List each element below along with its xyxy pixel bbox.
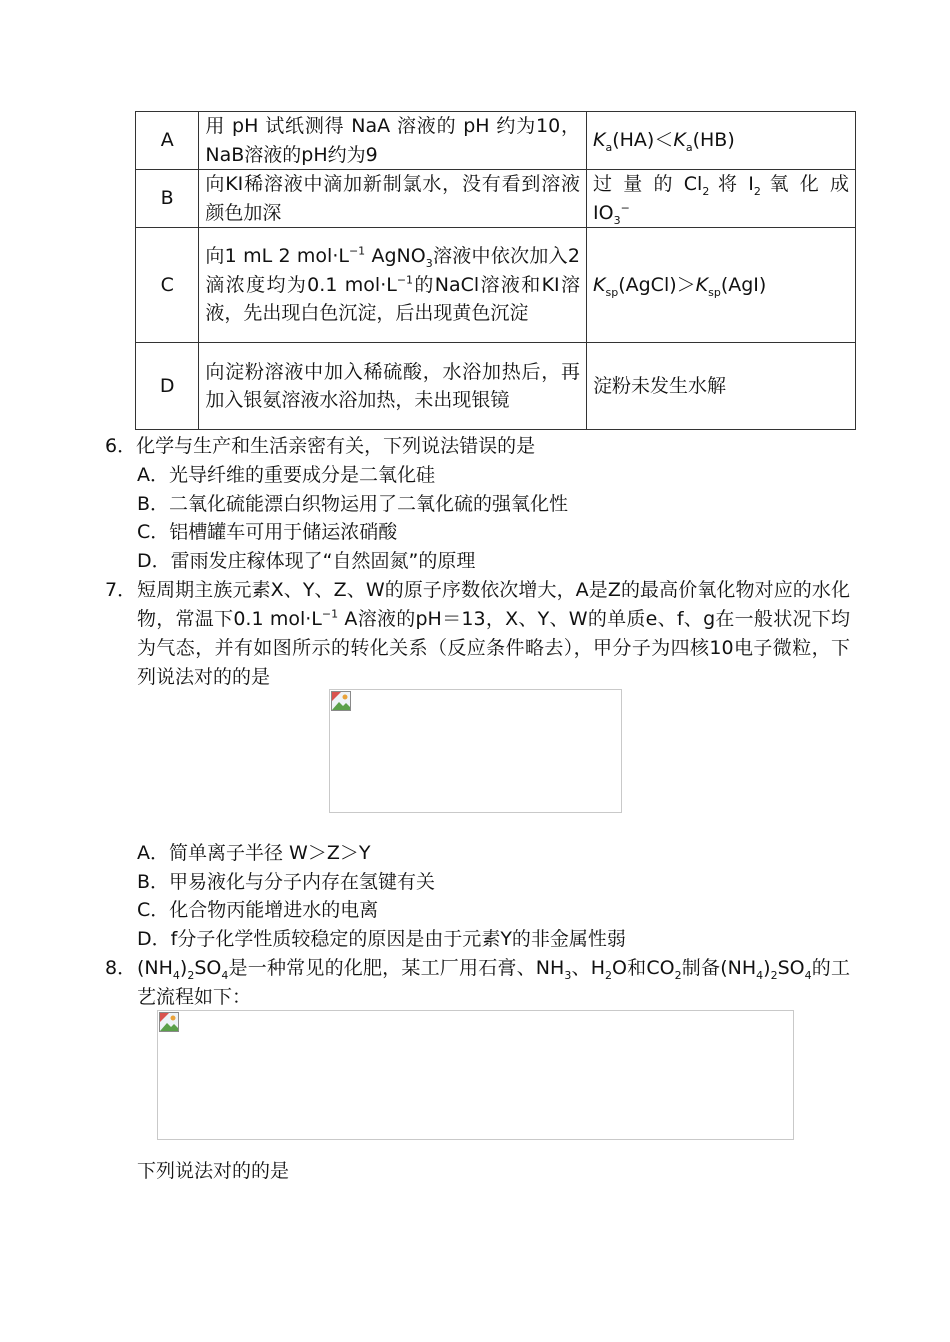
operation-cell: 向1 mL 2 $mol\cdot L^{-1}$ AgNO$_3$溶液中依次加入2滴浓度均为0.1 $mol\cdot L^{-1}$的NaCl溶液和KI溶液，先出现白色沉淀，后出现黄色沉淀 (199, 228, 587, 343)
option-label: B (136, 170, 199, 228)
conclusion-cell: 淀粉未发生水解 (587, 343, 856, 430)
figure-transformation-diagram (329, 689, 622, 813)
q8-followup: 下列说法对的的是 (137, 1160, 290, 1182)
table-row (136, 112, 856, 170)
broken-image-icon (159, 1012, 179, 1032)
question-6-stem (105, 432, 535, 461)
figure-process-flow (157, 1010, 794, 1140)
operation-cell: 向淀粉溶液中加入稀硫酸，水浴加热后，再加入银氨溶液水浴加热，未出现银镜 (199, 343, 587, 430)
question-text: 化学与生产和生活亲密有关，下列说法错误的是 (136, 435, 536, 457)
operation-cell: 向KI稀溶液中滴加新制氯水，没有看到溶液颜色加深 (199, 170, 587, 228)
q7-choice-d: D．f分子化学性质较稳定的原因是由于元素Y的非金属性弱 (137, 928, 626, 950)
conclusion-cell (587, 112, 856, 170)
option-label: A (136, 112, 199, 170)
question-7-stem (105, 576, 850, 692)
broken-image-icon (331, 691, 351, 711)
question-8-stem (105, 954, 850, 1012)
question-number: 8． (105, 957, 137, 979)
table-row (136, 343, 856, 430)
question-number: 7． (105, 579, 137, 601)
table-row (136, 170, 856, 228)
experiment-table (135, 111, 856, 430)
q7-choice-b: B．甲易液化与分子内存在氢键有关 (137, 871, 436, 893)
q7-choice-c: C．化合物丙能增进水的电离 (137, 899, 379, 921)
q6-choice-d: D．雷雨发庄稼体现了“自然固氮”的原理 (137, 550, 476, 572)
question-text: $(NH_4)_2SO_4$是一种常见的化肥，某工厂用石膏、$NH_3$、$H_2O$和$CO_2$制备$(NH_4)_2SO_4$的工艺流程如下： (137, 957, 850, 1008)
table-row (136, 228, 856, 343)
q6-choice-b: B．二氧化硫能漂白织物运用了二氧化硫的强氧化性 (137, 493, 569, 515)
option-label: D (136, 343, 199, 430)
q6-choice-c: C．铝槽罐车可用于储运浓硝酸 (137, 521, 398, 543)
conclusion-text: $K_a(HA)<K_a(HB)$ (593, 129, 735, 155)
operation-cell: 用 pH 试纸测得 NaA 溶液的 pH 约为10，NaB溶液的pH约为9 (199, 112, 587, 170)
question-text: 短周期主族元素X、Y、Z、W的原子序数依次增大，A是Z的最高价氧化物对应的水化物，常温下0.1 $mol\cdot L^{-1}$ A溶液的pH＝13，X、Y、W的单质e、f、g在一般状况下均为气态，并有如图所示的转化关系（反应条件略去），甲分子为四核10电子微粒，下列说法对的的是 (137, 579, 850, 688)
question-number: 6． (105, 435, 137, 457)
conclusion-cell: 过 量 的 $Cl_2$ 将 $I_2$ 氧 化 成 $IO_3^-$ (587, 170, 856, 228)
q7-choice-a: A．简单离子半径 W＞Z＞Y (137, 842, 371, 864)
option-label: C (136, 228, 199, 343)
conclusion-cell: $K_{sp}(AgCl)>K_{sp}(AgI)$ (587, 228, 856, 343)
q6-choice-a: A．光导纤维的重要成分是二氧化硅 (137, 464, 435, 486)
